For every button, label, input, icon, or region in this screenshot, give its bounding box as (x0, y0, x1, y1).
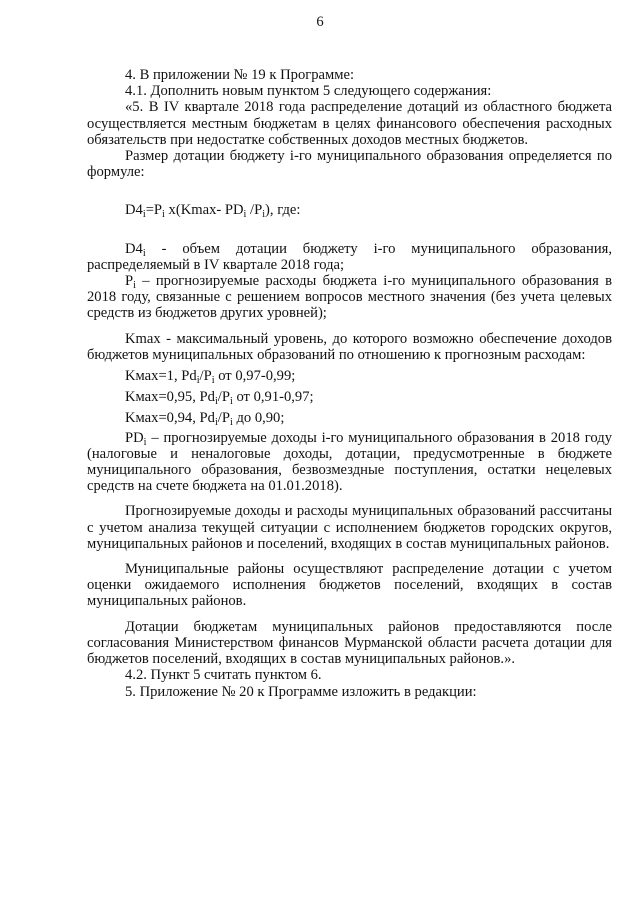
section-4-heading: 4. В приложении № 19 к Программе: (125, 67, 355, 83)
subsidies-paragraph: Дотации бюджетам муниципальных районов предоставляются после согласования Министерством финансов Мурманской области расчета дотации для бюджетов поселений, входящих в состав муниципальных районов.». (87, 618, 612, 668)
forecast-paragraph: Прогнозируемые доходы и расходы муниципальных образований рассчитаны с учетом анализа текущей ситуации с исполнением бюджетов городских округов, муниципальных районов и поселений, входящих в состав муниципальных районов. (87, 503, 612, 552)
kmax-level-3: Kмах=0,94, $Pd_i/P_i$ до 0,90; (125, 410, 285, 429)
kmax-level-1: Kмах=1, $Pd_i/P_i$ от 0,97-0,99; (125, 368, 296, 387)
formula: $D4_i=P_i$ x(Kmax- $PD_i$ $/P_i$), где: (125, 202, 301, 221)
kmax-level-2: Kмах=0,95, $Pd_i/P_i$ от 0,91-0,97; (125, 389, 314, 408)
definition-kmax: Kmax - максимальный уровень, до которого возможно обеспечение доходов бюджетов муниципальных образований по отношению к прогнозным расходам: (87, 330, 612, 363)
document-body (87, 67, 612, 700)
definition-d4: $D4_i$ - объем дотации бюджету i-го муниципального образования, распределяемый в IV квартале 2018 года; (87, 240, 612, 273)
formula-intro: Размер дотации бюджету i-го муниципального образования определяется по формуле: (87, 148, 612, 181)
page-number: 6 (316, 14, 324, 30)
item-4-2: 4.2. Пункт 5 считать пунктом 6. (125, 667, 322, 684)
definition-pd: $PD_i$ – прогнозируемые доходы i-го муниципального образования в 2018 году (налоговые и неналоговые доходы, дотации, предусмотренные в бюджете муниципального образования, безвозмездные поступления, остатки нецелевых средств на счете бюджета на 01.01.2018). (87, 429, 612, 495)
districts-paragraph: Муниципальные районы осуществляют распределение дотации с учетом оценки ожидаемого исполнения бюджетов поселений, входящих в состав муниципальных районов. (87, 561, 612, 610)
section-5-heading: 5. Приложение № 20 к Программе изложить в редакции: (125, 683, 477, 700)
item-4-1: 4.1. Дополнить новым пунктом 5 следующего содержания: (125, 83, 492, 100)
item-5-text: «5. В IV квартале 2018 года распределение дотаций из областного бюджета осуществляется местным бюджетам в целях финансового обеспечения расходных обязательств при недостатке собственных доходов местных бюджетов. (87, 99, 612, 148)
definition-p: $P_i$ – прогнозируемые расходы бюджета i-го муниципального образования в 2018 году, связанные с решением вопросов местного значения (без учета целевых средств из бюджетов других уровней); (87, 273, 612, 322)
